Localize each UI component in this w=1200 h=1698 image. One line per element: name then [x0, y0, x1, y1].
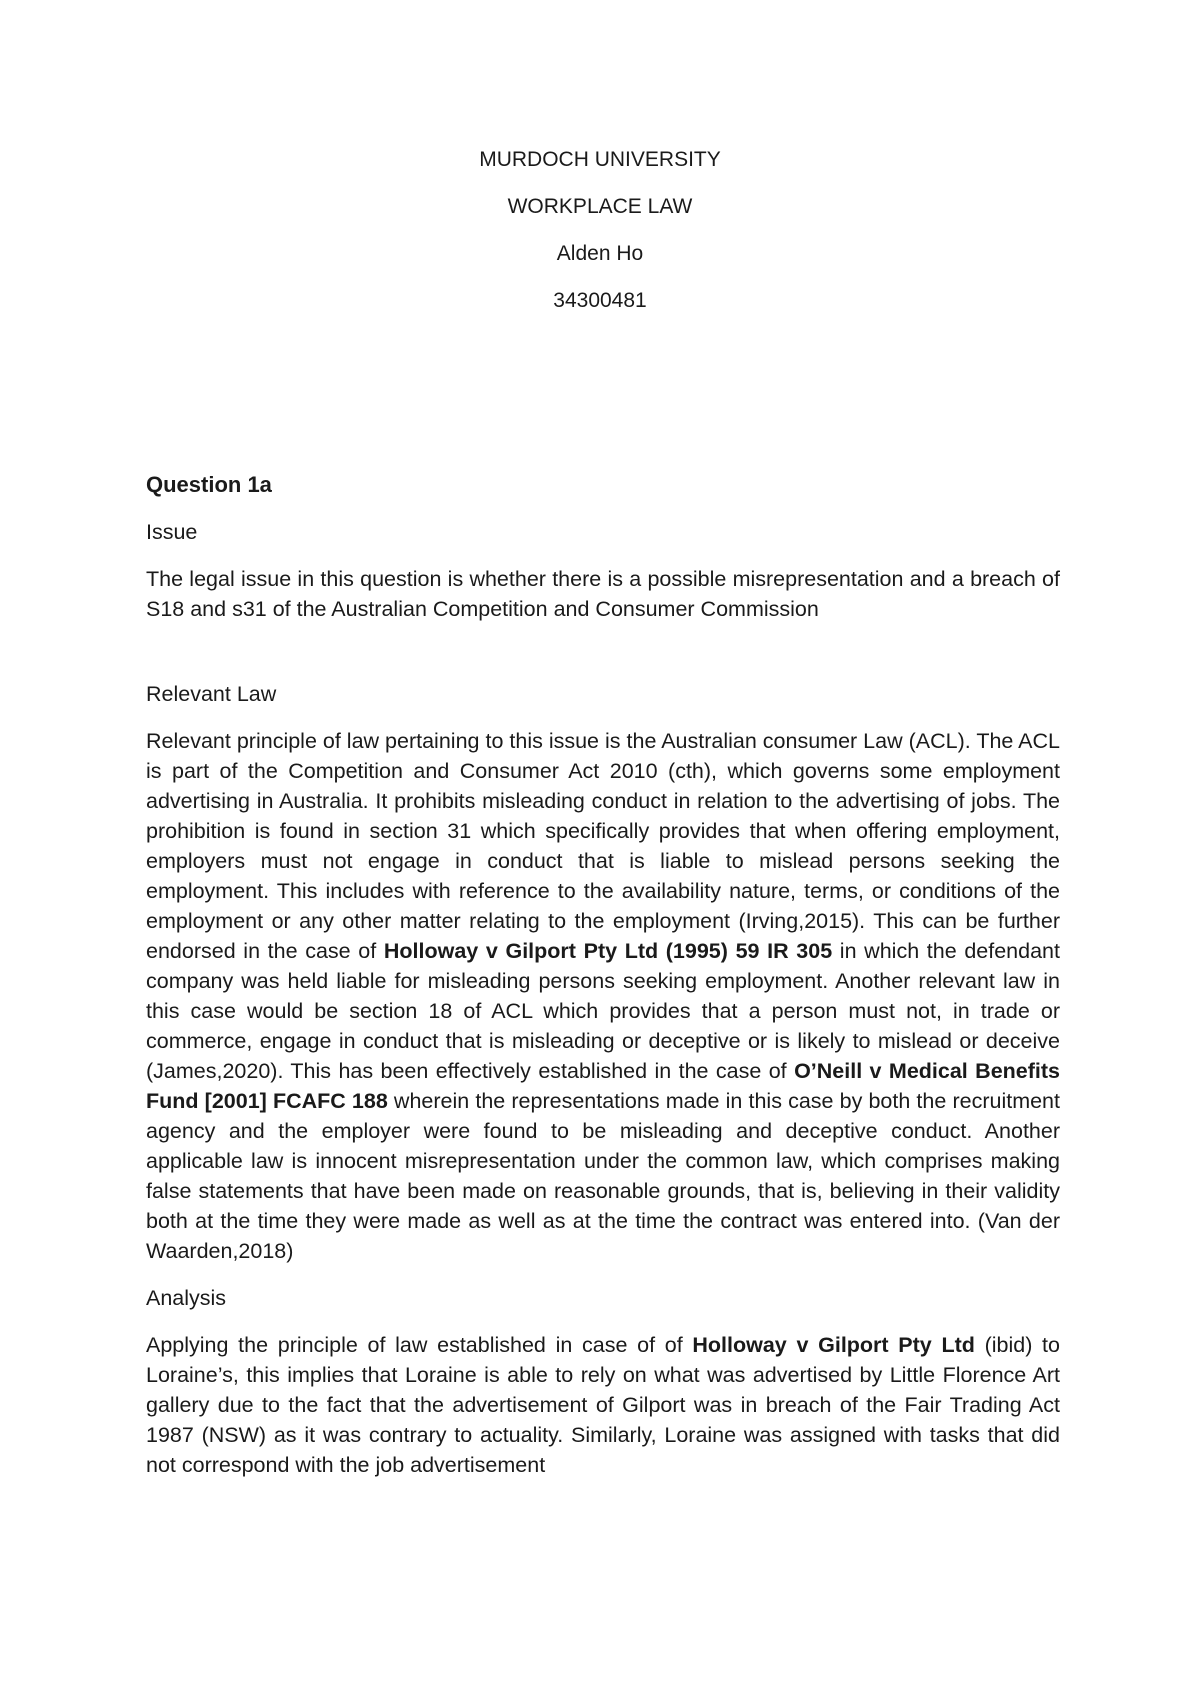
relevant-law-text-2: in which the defendant company was held liable for misleading persons seeking employment. Another relevant law in this case would be section 18 of ACL which provides that a person must not, in trade or commerce, engage in conduct that is misleading or deceptive or is likely to mislead or deceive (James,2020). This has been effectively established in the case of — [146, 939, 1060, 1083]
question-content — [146, 470, 1060, 1480]
issue-paragraph: The legal issue in this question is whether there is a possible misrepresentation and a breach of S18 and s31 of the Australian Competition and Consumer Commission — [146, 567, 1060, 621]
relevant-law-text-3: wherein the representations made in this case by both the recruitment agency and the employer were found to be misleading and deceptive conduct. Another applicable law is innocent misrepresentation under the common law, which comprises making false statements that have been made on reasonable grounds, that is, believing in their validity both at the time they were made as well as at the time the contract was entered into. (Van der Waarden,2018) — [146, 1089, 1060, 1263]
university-title: MURDOCH UNIVERSITY — [479, 148, 721, 171]
issue-heading: Issue — [146, 520, 198, 544]
case-citation-holloway: Holloway v Gilport Pty Ltd (1995) 59 IR 305 — [383, 939, 833, 963]
analysis-text-2: (ibid) to Loraine’s, this implies that Loraine is able to rely on what was advertised by Little Florence Art gallery due to the fact that the advertisement of Gilport was in breach of the Fair Trading Act 1987 (NSW) as it was contrary to actuality. Similarly, Loraine was assigned with tasks that did not correspond with the job advertisement — [146, 1333, 1060, 1477]
student-name: Alden Ho — [556, 242, 644, 265]
case-citation-oneill: O’Neill v Medical Benefits Fund [2001] FCAFC 188 — [146, 1059, 1060, 1113]
relevant-law-heading: Relevant Law — [146, 682, 277, 706]
student-id: 34300481 — [553, 289, 647, 312]
case-citation-holloway-analysis: Holloway v Gilport Pty Ltd — [692, 1333, 975, 1357]
question-heading: Question 1a — [146, 472, 272, 497]
relevant-law-text-1: Relevant principle of law pertaining to this issue is the Australian consumer Law (ACL). The ACL is part of the Competition and Consumer Act 2010 (cth), which governs some employment advertising in Australia. It prohibits misleading conduct in relation to the advertising of jobs. The prohibition is found in section 31 which specifically provides that when offering employment, employers must not engage in conduct that is liable to mislead persons seeking the employment. This includes with reference to the availability nature, terms, or conditions of the employment or any other matter relating to the employment (Irving,2015). This can be further endorsed in the case of — [146, 729, 1060, 963]
analysis-heading: Analysis — [146, 1286, 227, 1310]
analysis-text-1: Applying the principle of law established in case of of — [146, 1333, 693, 1357]
analysis-paragraph — [146, 1330, 1060, 1480]
course-title: WORKPLACE LAW — [507, 195, 693, 218]
relevant-law-paragraph — [146, 726, 1060, 1266]
